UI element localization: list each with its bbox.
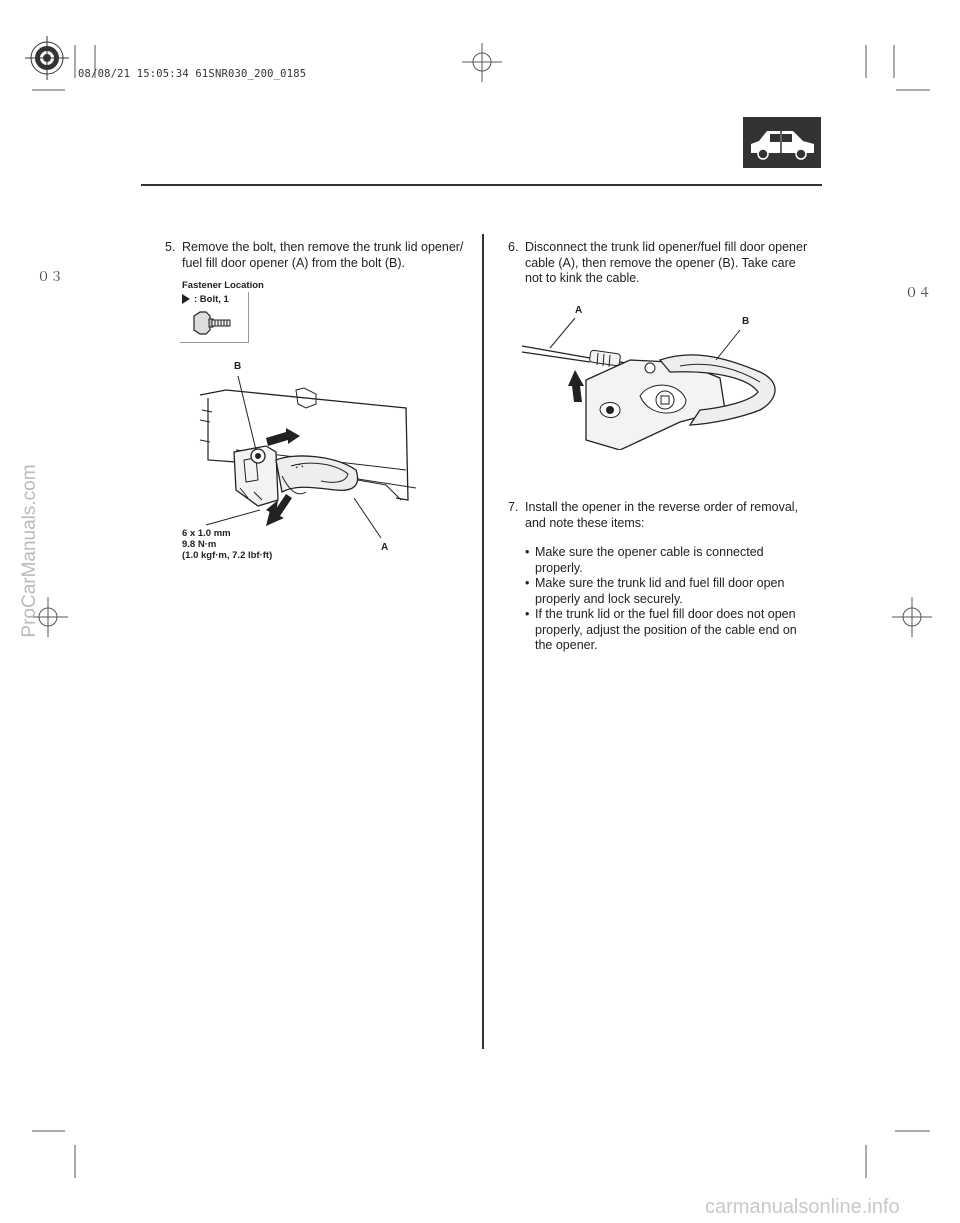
step-number: 6. xyxy=(508,240,519,254)
callout-label-a: A xyxy=(575,305,583,316)
torque-nm: 9.8 N·m xyxy=(182,539,217,550)
page-number-right: ０４ xyxy=(905,285,932,300)
step-7 xyxy=(508,500,808,654)
step-number: 7. xyxy=(508,500,519,514)
header-rule xyxy=(141,184,822,186)
car-body-icon xyxy=(743,117,821,168)
print-timestamp: 08/08/21 15:05:34 61SNR030_200_0185 xyxy=(78,68,307,80)
torque-spec xyxy=(182,528,272,561)
bullseye-mark-icon xyxy=(25,36,69,80)
column-divider xyxy=(482,234,484,1049)
watermark-bottom: carmanualsonline.info xyxy=(705,1196,900,1218)
step-text: Remove the bolt, then remove the trunk lid opener/ fuel fill door opener (A) from the bolt (B). xyxy=(182,240,464,270)
page-number-left: ０３ xyxy=(37,269,64,284)
list-item: • Make sure the opener cable is connected properly. xyxy=(525,545,808,576)
step-text: Disconnect the trunk lid opener/fuel fill door opener cable (A), then remove the opener (B). Take care not to kink the cable. xyxy=(525,240,808,285)
callout-label-b: B xyxy=(234,361,242,372)
callout-label-a: A xyxy=(381,542,389,553)
torque-size: 6 x 1.0 mm xyxy=(182,528,231,539)
step-5 xyxy=(165,240,465,271)
fastener-location-title: Fastener Location xyxy=(182,280,264,291)
crosshair-mark-icon xyxy=(892,597,932,637)
step-6 xyxy=(508,240,808,287)
bolt-label: : Bolt, 1 xyxy=(194,294,229,305)
bolt-icon xyxy=(190,310,234,336)
opener-cable-illustration xyxy=(520,300,790,450)
bullet-list xyxy=(525,545,808,654)
pointer-triangle-icon xyxy=(181,294,191,304)
list-item: • Make sure the trunk lid and fuel fill door open properly and lock securely. xyxy=(525,576,808,607)
torque-imperial: (1.0 kgf·m, 7.2 lbf·ft) xyxy=(182,550,273,561)
step-number: 5. xyxy=(165,240,176,254)
watermark-vertical: ProCarManuals.com xyxy=(19,464,40,638)
callout-label-b: B xyxy=(742,316,750,327)
list-item: • If the trunk lid or the fuel fill door does not open properly, adjust the position of the cable end on the opener. xyxy=(525,607,808,654)
crosshair-mark-icon xyxy=(462,43,502,82)
step-text: Install the opener in the reverse order of removal, and note these items: xyxy=(525,500,799,530)
